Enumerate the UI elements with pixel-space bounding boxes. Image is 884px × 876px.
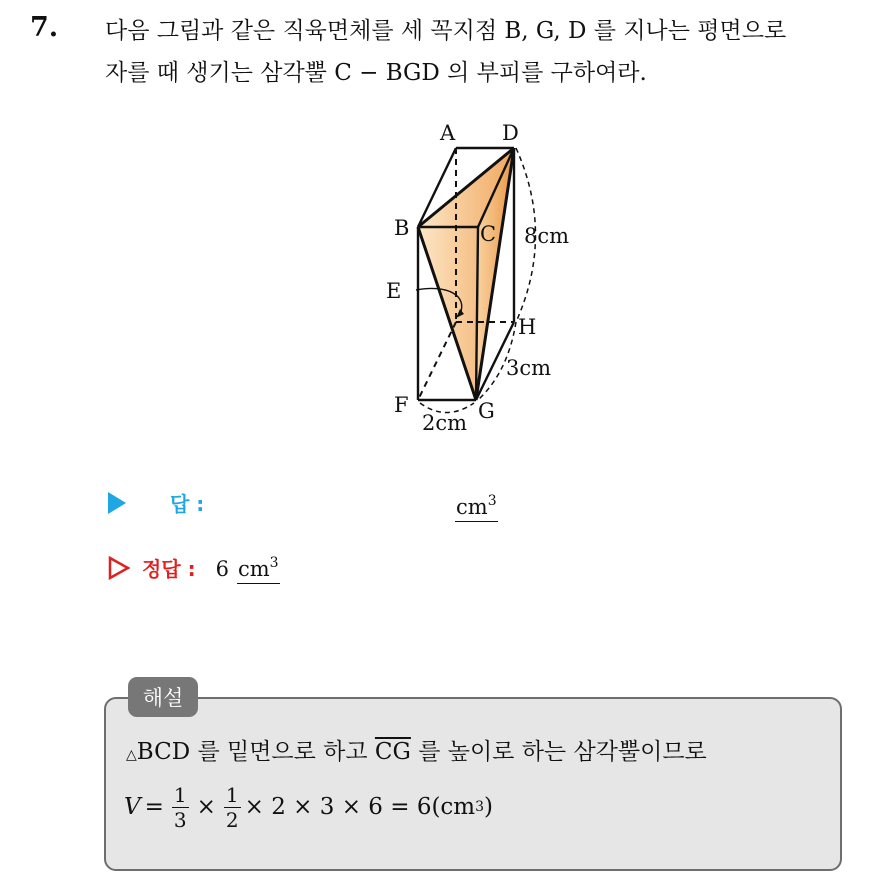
vertex-label-c: C [480, 222, 497, 246]
solution-line-1-pre: BCD 를 밑면으로 하고 [136, 739, 375, 765]
calculation-rest: × 2 × 3 × 6 = 6(cm [244, 794, 476, 820]
fraction-one-third [172, 783, 189, 832]
segment-cg: $\overline{CG}$ [374, 739, 411, 765]
vertex-label-a: A [440, 121, 456, 145]
fraction-one-third-numerator: 1 [173, 782, 187, 807]
edge-ef [418, 322, 456, 400]
answer-unit: cm [456, 495, 488, 519]
solution-tag: 해설 [128, 677, 198, 717]
fraction-one-half-numerator: 1 [225, 782, 239, 807]
correct-answer-label: 정답 : [142, 557, 196, 581]
solution-line-2 [124, 775, 493, 839]
correct-answer-value: 6 [215, 557, 229, 581]
dim-label-width: 2cm [422, 411, 468, 435]
answer-row [108, 488, 204, 517]
vertex-label-g: G [478, 399, 495, 423]
answer-unit-exponent: 3 [487, 493, 497, 509]
fraction-one-half [224, 783, 241, 832]
answer-label: 답 : [170, 492, 205, 516]
vertex-label-b: B [394, 216, 410, 240]
times-sign: × [196, 794, 216, 820]
outline-play-marker-icon [108, 556, 130, 580]
answer-blank[interactable] [455, 488, 498, 522]
cuboid-figure [360, 100, 600, 450]
fraction-one-half-denominator: 2 [225, 807, 239, 832]
vertex-label-e: E [386, 279, 402, 303]
equals-sign: = [144, 794, 164, 820]
vertex-label-f: F [394, 393, 409, 417]
fraction-one-third-denominator: 3 [173, 807, 187, 832]
dim-label-depth: 3cm [506, 356, 552, 380]
correct-answer-row [108, 550, 280, 584]
calculation-close: ) [484, 794, 494, 820]
solution-line-1-post: 를 높이로 하는 삼각뿔이므로 [410, 739, 707, 765]
calculation-exponent: 3 [475, 799, 485, 815]
question-text-line-1: 다음 그림과 같은 직육면체를 세 꼭지점 B, G, D 를 지나는 평면으로 [105, 18, 787, 44]
cuboid-diagram [360, 100, 600, 450]
correct-answer-unit: cm [237, 557, 270, 581]
vertex-label-d: D [502, 121, 519, 145]
triangle-symbol: △ [126, 747, 137, 763]
question-number: 7. [30, 12, 59, 43]
volume-variable: V [124, 794, 141, 820]
correct-answer-unit-wrap [237, 550, 280, 584]
solution-line-1 [126, 733, 707, 766]
correct-answer-unit-exponent: 3 [269, 555, 279, 571]
dim-label-height: 8cm [524, 224, 570, 248]
question-text-line-2: 자를 때 생기는 삼각뿔 C − BGD 의 부피를 구하여라. [105, 60, 647, 86]
vertex-label-h: H [518, 315, 537, 339]
play-marker-icon [108, 492, 126, 514]
